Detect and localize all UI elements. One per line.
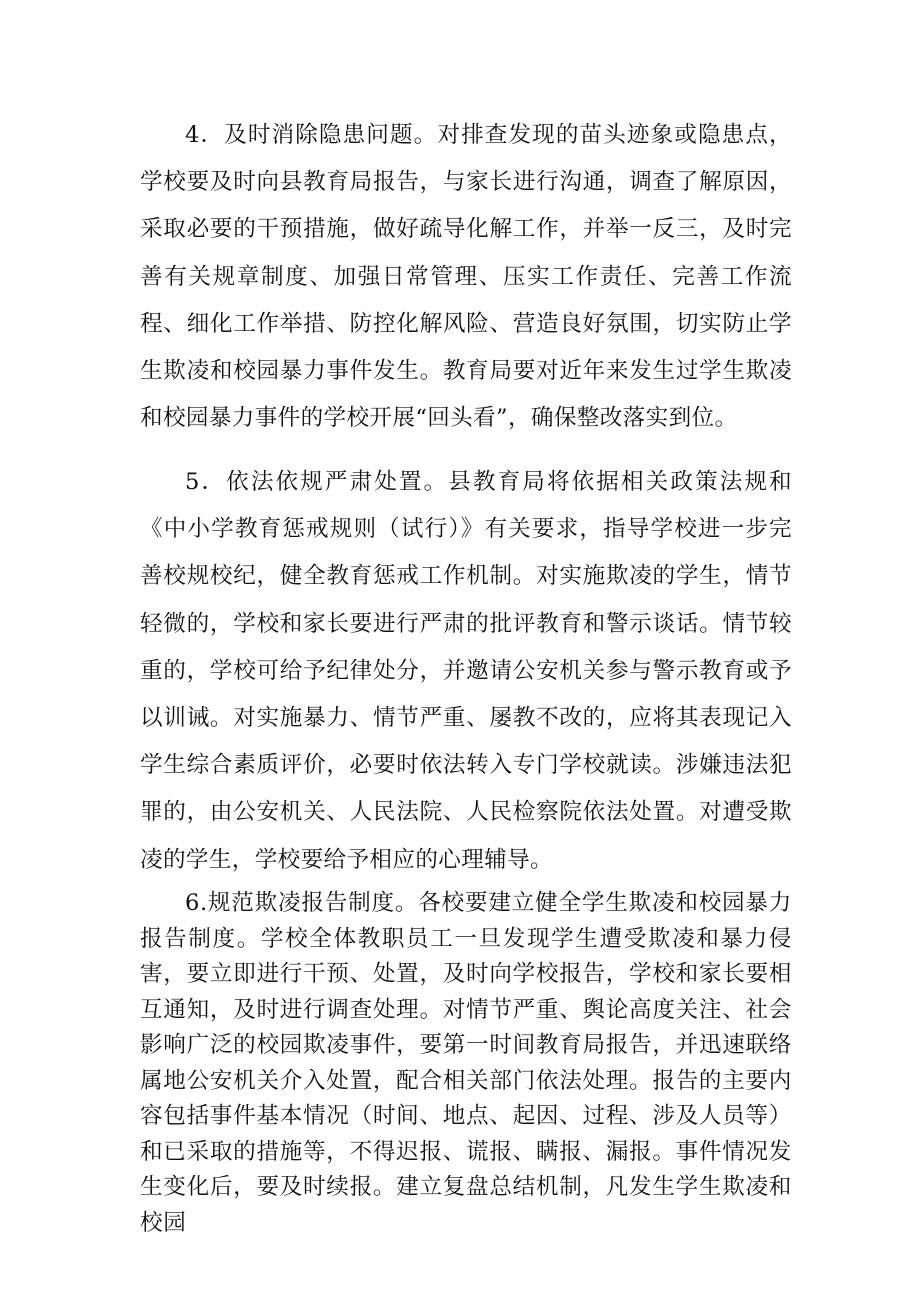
paragraph-4: 4．及时消除隐患问题。对排查发现的苗头迹象或隐患点，学校要及时向县教育局报告，与家长进行沟通，调查了解原因，采取必要的干预措施，做好疏导化解工作，并举一反三，及时完善有关规章制度、加强日常管理、压实工作责任、完善工作流程、细化工作举措、防控化解风险、营造良好氛围，切实防止学生欺凌和校园暴力事件发生。教育局要对近年来发生过学生欺凌和校园暴力事件的学校开展“回头看”，确保整改落实到位。 [140, 122, 792, 432]
paragraph-5: 5．依法依规严肃处置。县教育局将依据相关政策法规和《中小学教育惩戒规则（试行）》有关要求，指导学校进一步完善校规校纪，健全教育惩戒工作机制。对实施欺凌的学生，情节轻微的，学校和家长要进行严肃的批评教育和警示谈话。情节较重的，学校可给予纪律处分，并邀请公安机关参与警示教育或予以训诫。对实施暴力、情节严重、屡教不改的，应将其表现记入学生综合素质评价，必要时依法转入专门学校就读。涉嫌违法犯罪的，由公安机关、人民法院、人民检察院依法处置。对遭受欺凌的学生，学校要给予相应的心理辅导。 [140, 469, 792, 873]
paragraph-6: 6.规范欺凌报告制度。各校要建立健全学生欺凌和校园暴力报告制度。学校全体教职员工一旦发现学生遭受欺凌和暴力侵害，要立即进行干预、处置，及时向学校报告，学校和家长要相互通知，及时进行调查处理。对情节严重、舆论高度关注、社会影响广泛的校园欺凌事件，要第一时间教育局报告，并迅速联络属地公安机关介入处置，配合相关部门依法处理。报告的主要内容包括事件基本情况（时间、地点、起因、过程、涉及人员等）和已采取的措施等，不得迟报、谎报、瞒报、漏报。事件情况发生变化后，要及时续报。建立复盘总结机制，凡发生学生欺凌和校园 [140, 890, 792, 1236]
